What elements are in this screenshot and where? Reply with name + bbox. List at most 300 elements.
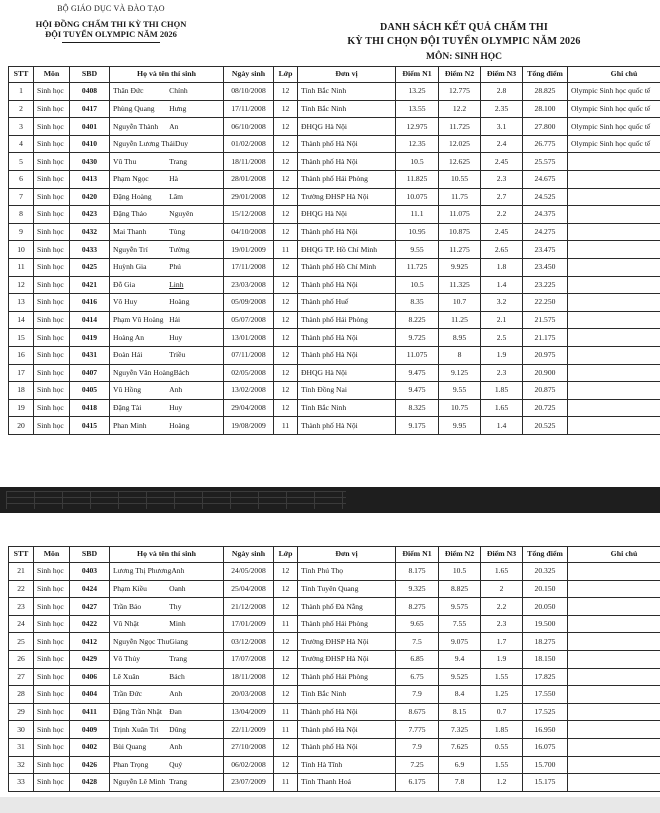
note-cell [568,364,660,382]
total-cell: 21.575 [523,311,568,329]
subject-cell: Sinh học [34,721,70,739]
score-n3-cell: 2 [481,580,523,598]
score-n1-cell: 7.775 [396,721,439,739]
column-header: Môn [34,547,70,563]
family-middle-name: Đặng Hoàng [113,191,152,201]
total-cell: 23.225 [523,276,568,294]
column-header: Họ và tên thí sinh [110,547,224,563]
grade-cell: 12 [274,258,298,276]
score-n3-cell: 2.45 [481,223,523,241]
document-title-block [278,21,650,64]
total-cell: 20.050 [523,598,568,616]
sbd-cell: 0417 [70,100,110,118]
score-n1-cell: 9.65 [396,615,439,633]
sbd-cell: 0415 [70,417,110,435]
note-cell [568,686,660,704]
dob-cell: 17/07/2008 [224,650,274,668]
stt-cell: 15 [9,329,34,347]
grade-cell: 12 [274,738,298,756]
family-middle-name: Bùi Quang [113,742,147,752]
score-n2-cell: 11.275 [439,241,481,259]
family-middle-name: Đỗ Gia [113,279,136,289]
subject-cell: Sinh học [34,294,70,312]
table-header-row [9,67,660,83]
score-n1-cell: 10.075 [396,188,439,206]
note-cell [568,258,660,276]
sbd-cell: 0431 [70,346,110,364]
note-cell [568,382,660,400]
dob-cell: 19/08/2009 [224,417,274,435]
unit-cell: Tỉnh Bắc Ninh [298,686,396,704]
unit-cell: Thành phố Huế [298,294,396,312]
grade-cell: 12 [274,329,298,347]
score-n3-cell: 1.9 [481,650,523,668]
table-row [9,399,660,417]
total-cell: 18.275 [523,633,568,651]
score-n1-cell: 6.85 [396,650,439,668]
dob-cell: 13/04/2009 [224,703,274,721]
grade-cell: 12 [274,100,298,118]
unit-cell: Thành phố Hà Nội [298,703,396,721]
given-name: Oanh [169,583,186,593]
name-cell [110,738,224,756]
table-header-row [9,547,660,563]
unit-cell: Thành phố Hải Phòng [298,170,396,188]
subject-cell: Sinh học [34,346,70,364]
stt-cell: 30 [9,721,34,739]
unit-cell: Trường ĐHSP Hà Nội [298,633,396,651]
note-cell [568,774,660,792]
column-header: Môn [34,67,70,83]
viewport-background-strip [0,797,660,813]
results-table-page2-wrapper [8,546,660,792]
score-n2-cell: 8.4 [439,686,481,704]
unit-cell: ĐHQG Hà Nội [298,364,396,382]
score-n2-cell: 9.075 [439,633,481,651]
total-cell: 15.175 [523,774,568,792]
column-header: STT [9,67,34,83]
note-cell [568,188,660,206]
total-cell: 20.900 [523,364,568,382]
name-cell [110,241,224,259]
council-name-line1: HỘI ĐỒNG CHẤM THI KỲ THI CHỌN [35,19,187,30]
dob-cell: 06/10/2008 [224,118,274,136]
dob-cell: 19/01/2009 [224,241,274,259]
score-n1-cell: 8.275 [396,598,439,616]
sbd-cell: 0403 [70,563,110,581]
score-n1-cell: 13.25 [396,83,439,101]
stt-cell: 25 [9,633,34,651]
grade-cell: 12 [274,756,298,774]
table-row [9,774,660,792]
score-n1-cell: 11.1 [396,206,439,224]
stt-cell: 12 [9,276,34,294]
given-name: Hưng [169,103,187,113]
column-header: SBD [70,67,110,83]
grade-cell: 11 [274,703,298,721]
grade-cell: 11 [274,241,298,259]
total-cell: 23.450 [523,258,568,276]
given-name: Dũng [169,724,187,734]
subject-cell: Sinh học [34,417,70,435]
score-n1-cell: 7.9 [396,686,439,704]
subject-cell: Sinh học [34,241,70,259]
name-cell [110,83,224,101]
dob-cell: 04/10/2008 [224,223,274,241]
score-n1-cell: 11.725 [396,258,439,276]
note-cell [568,615,660,633]
dob-cell: 18/11/2008 [224,153,274,171]
sbd-cell: 0419 [70,329,110,347]
column-header: Điểm N2 [439,547,481,563]
subject-cell: Sinh học [34,703,70,721]
score-n3-cell: 2.45 [481,153,523,171]
unit-cell: Trường ĐHSP Hà Nội [298,650,396,668]
unit-cell: Thành phố Hồ Chí Minh [298,258,396,276]
given-name: Tùng [169,227,186,237]
table-row [9,206,660,224]
dob-cell: 05/09/2008 [224,294,274,312]
grade-cell: 12 [274,364,298,382]
given-name: Duy [174,139,189,149]
total-cell: 25.575 [523,153,568,171]
score-n3-cell: 1.9 [481,346,523,364]
name-cell [110,188,224,206]
score-n3-cell: 2.8 [481,83,523,101]
subject-cell: Sinh học [34,650,70,668]
family-middle-name: Phùng Quang [113,103,155,113]
table-row [9,580,660,598]
name-cell [110,346,224,364]
note-cell [568,294,660,312]
sbd-cell: 0425 [70,258,110,276]
note-cell [568,598,660,616]
score-n3-cell: 3.2 [481,294,523,312]
stt-cell: 31 [9,738,34,756]
score-n1-cell: 9.55 [396,241,439,259]
subject-cell: Sinh học [34,83,70,101]
score-n1-cell: 7.9 [396,738,439,756]
column-header: Họ và tên thí sinh [110,67,224,83]
score-n2-cell: 7.55 [439,615,481,633]
stt-cell: 21 [9,563,34,581]
given-name: Thy [169,601,182,611]
score-n2-cell: 11.25 [439,311,481,329]
given-name: Hoàng [169,420,190,430]
total-cell: 20.525 [523,417,568,435]
score-n2-cell: 9.525 [439,668,481,686]
dob-cell: 28/01/2008 [224,170,274,188]
family-middle-name: Võ Thủy [113,654,141,664]
score-n2-cell: 8 [439,346,481,364]
subject-cell: Sinh học [34,276,70,294]
sbd-cell: 0422 [70,615,110,633]
grade-cell: 12 [274,399,298,417]
score-n2-cell: 11.075 [439,206,481,224]
sbd-cell: 0420 [70,188,110,206]
name-cell [110,598,224,616]
column-header: Ghi chú [568,67,660,83]
stt-cell: 33 [9,774,34,792]
stt-cell: 11 [9,258,34,276]
subject-cell: Sinh học [34,364,70,382]
dob-cell: 13/01/2008 [224,329,274,347]
total-cell: 24.275 [523,223,568,241]
note-cell [568,170,660,188]
sbd-cell: 0412 [70,633,110,651]
name-cell [110,563,224,581]
family-middle-name: Vũ Thu [113,156,137,166]
dob-cell: 07/11/2008 [224,346,274,364]
score-n1-cell: 9.475 [396,382,439,400]
note-cell [568,399,660,417]
sbd-cell: 0413 [70,170,110,188]
table-row [9,686,660,704]
score-n1-cell: 8.675 [396,703,439,721]
table-row [9,329,660,347]
score-n1-cell: 7.5 [396,633,439,651]
grade-cell: 12 [274,153,298,171]
grade-cell: 12 [274,580,298,598]
name-cell [110,703,224,721]
sbd-cell: 0408 [70,83,110,101]
score-n1-cell: 9.175 [396,417,439,435]
stt-cell: 22 [9,580,34,598]
family-middle-name: Nguyễn Văn Hoàng [113,367,174,377]
column-header: Điểm N1 [396,547,439,563]
given-name: Chính [169,86,188,96]
grade-cell: 11 [274,615,298,633]
grade-cell: 12 [274,598,298,616]
name-cell [110,223,224,241]
column-header: Lớp [274,547,298,563]
stt-cell: 29 [9,703,34,721]
grade-cell: 12 [274,276,298,294]
score-n2-cell: 10.875 [439,223,481,241]
table-row [9,721,660,739]
dob-cell: 03/12/2008 [224,633,274,651]
score-n2-cell: 7.325 [439,721,481,739]
score-n2-cell: 8.15 [439,703,481,721]
column-header: Điểm N1 [396,67,439,83]
table-row [9,417,660,435]
dob-cell: 17/11/2008 [224,258,274,276]
name-cell [110,170,224,188]
family-middle-name: Phạm Ngọc [113,174,149,184]
total-cell: 24.675 [523,170,568,188]
sbd-cell: 0423 [70,206,110,224]
dob-cell: 25/04/2008 [224,580,274,598]
header-underline-rule [62,42,160,43]
given-name: Anh [169,689,183,699]
results-table-page1-wrapper [8,66,660,435]
score-n1-cell: 8.325 [396,399,439,417]
grade-cell: 12 [274,135,298,153]
family-middle-name: Đặng Tài [113,403,142,412]
table-row [9,563,660,581]
stt-cell: 16 [9,346,34,364]
score-n3-cell: 2.65 [481,241,523,259]
unit-cell: Thành phố Hải Phòng [298,615,396,633]
dob-cell: 01/02/2008 [224,135,274,153]
name-cell [110,399,224,417]
stt-cell: 14 [9,311,34,329]
stt-cell: 9 [9,223,34,241]
column-header: Điểm N2 [439,67,481,83]
document-title-line2: KỲ THI CHỌN ĐỘI TUYỂN OLYMPIC NĂM 2026 [347,36,581,47]
score-n1-cell: 8.175 [396,563,439,581]
dob-cell: 29/01/2008 [224,188,274,206]
grade-cell: 11 [274,774,298,792]
total-cell: 26.775 [523,135,568,153]
grade-cell: 12 [274,311,298,329]
unit-cell: Thành phố Hà Nội [298,223,396,241]
given-name: Trang [169,777,188,787]
table-row [9,598,660,616]
score-n2-cell: 9.125 [439,364,481,382]
total-cell: 17.825 [523,668,568,686]
note-cell [568,668,660,686]
unit-cell: Tỉnh Bắc Ninh [298,399,396,417]
total-cell: 21.175 [523,329,568,347]
family-middle-name: Trịnh Xuân Tri [113,724,159,734]
given-name: Đan [169,707,182,717]
note-cell [568,329,660,347]
name-cell [110,135,224,153]
name-cell [110,258,224,276]
grade-cell: 12 [274,118,298,136]
given-name: Hà [169,174,179,184]
score-n3-cell: 1.4 [481,276,523,294]
given-name: Bách [169,671,185,681]
stt-cell: 4 [9,135,34,153]
family-middle-name: Nguyễn Lê Minh [113,777,166,787]
stt-cell: 7 [9,188,34,206]
column-header: Lớp [274,67,298,83]
dob-cell: 05/07/2008 [224,311,274,329]
sbd-cell: 0414 [70,311,110,329]
family-middle-name: Phạm Kiều [113,583,147,593]
table-row [9,382,660,400]
sbd-cell: 0404 [70,686,110,704]
sbd-cell: 0407 [70,364,110,382]
subject-cell: Sinh học [34,756,70,774]
sbd-cell: 0405 [70,382,110,400]
family-middle-name: Phan Minh [113,420,147,430]
table-row [9,100,660,118]
subject-cell: Sinh học [34,686,70,704]
grade-cell: 11 [274,417,298,435]
name-cell [110,294,224,312]
column-header: Đơn vị [298,67,396,83]
score-n3-cell: 2.3 [481,364,523,382]
total-cell: 20.875 [523,382,568,400]
note-cell [568,703,660,721]
subject-cell: Sinh học [34,399,70,417]
unit-cell: Thành phố Hải Phòng [298,311,396,329]
name-cell [110,756,224,774]
total-cell: 16.950 [523,721,568,739]
score-n2-cell: 11.75 [439,188,481,206]
note-cell [568,311,660,329]
stt-cell: 23 [9,598,34,616]
family-middle-name: Đặng Thảo [113,209,147,219]
total-cell: 15.700 [523,756,568,774]
dob-cell: 06/02/2008 [224,756,274,774]
stt-cell: 26 [9,650,34,668]
given-name: Hải [169,315,181,325]
subject-cell: Sinh học [34,206,70,224]
given-name: Nguyên [169,209,194,219]
unit-cell: Thành phố Đà Nẵng [298,598,396,616]
score-n1-cell: 9.475 [396,364,439,382]
dob-cell: 15/12/2008 [224,206,274,224]
score-n3-cell: 1.65 [481,563,523,581]
stt-cell: 24 [9,615,34,633]
score-n3-cell: 1.65 [481,399,523,417]
family-middle-name: Lương Thị Phương [113,566,172,576]
stt-cell: 20 [9,417,34,435]
score-n3-cell: 1.85 [481,382,523,400]
total-cell: 23.475 [523,241,568,259]
table-row [9,241,660,259]
note-cell [568,153,660,171]
grade-cell: 12 [274,188,298,206]
stt-cell: 1 [9,83,34,101]
dob-cell: 23/03/2008 [224,276,274,294]
note-cell [568,276,660,294]
given-name: Hoàng [169,297,190,307]
subject-cell: Sinh học [34,153,70,171]
table-row [9,135,660,153]
sbd-cell: 0429 [70,650,110,668]
grade-cell: 12 [274,650,298,668]
sbd-cell: 0409 [70,721,110,739]
family-middle-name: Nguyễn Thành [113,121,159,131]
table-row [9,153,660,171]
score-n3-cell: 1.55 [481,668,523,686]
score-n2-cell: 12.625 [439,153,481,171]
score-n3-cell: 2.35 [481,100,523,118]
total-cell: 20.150 [523,580,568,598]
family-middle-name: Lê Xuân [113,671,140,681]
stt-cell: 6 [9,170,34,188]
sbd-cell: 0424 [70,580,110,598]
score-n1-cell: 10.95 [396,223,439,241]
sbd-cell: 0421 [70,276,110,294]
score-n2-cell: 6.9 [439,756,481,774]
note-cell [568,417,660,435]
score-n1-cell: 12.975 [396,118,439,136]
score-n2-cell: 12.025 [439,135,481,153]
name-cell [110,721,224,739]
note-cell [568,206,660,224]
grade-cell: 12 [274,223,298,241]
dob-cell: 13/02/2008 [224,382,274,400]
family-middle-name: Đoàn Hải [113,350,143,360]
subject-cell: Sinh học [34,100,70,118]
subject-cell: Sinh học [34,170,70,188]
given-name: Tường [169,244,190,254]
score-n1-cell: 9.725 [396,329,439,347]
note-cell [568,633,660,651]
score-n3-cell: 1.7 [481,633,523,651]
grade-cell: 12 [274,83,298,101]
family-middle-name: Thân Đức [113,86,144,96]
note-cell [568,346,660,364]
note-cell [568,580,660,598]
document-title-line1: DANH SÁCH KẾT QUẢ CHẤM THI [380,22,548,33]
